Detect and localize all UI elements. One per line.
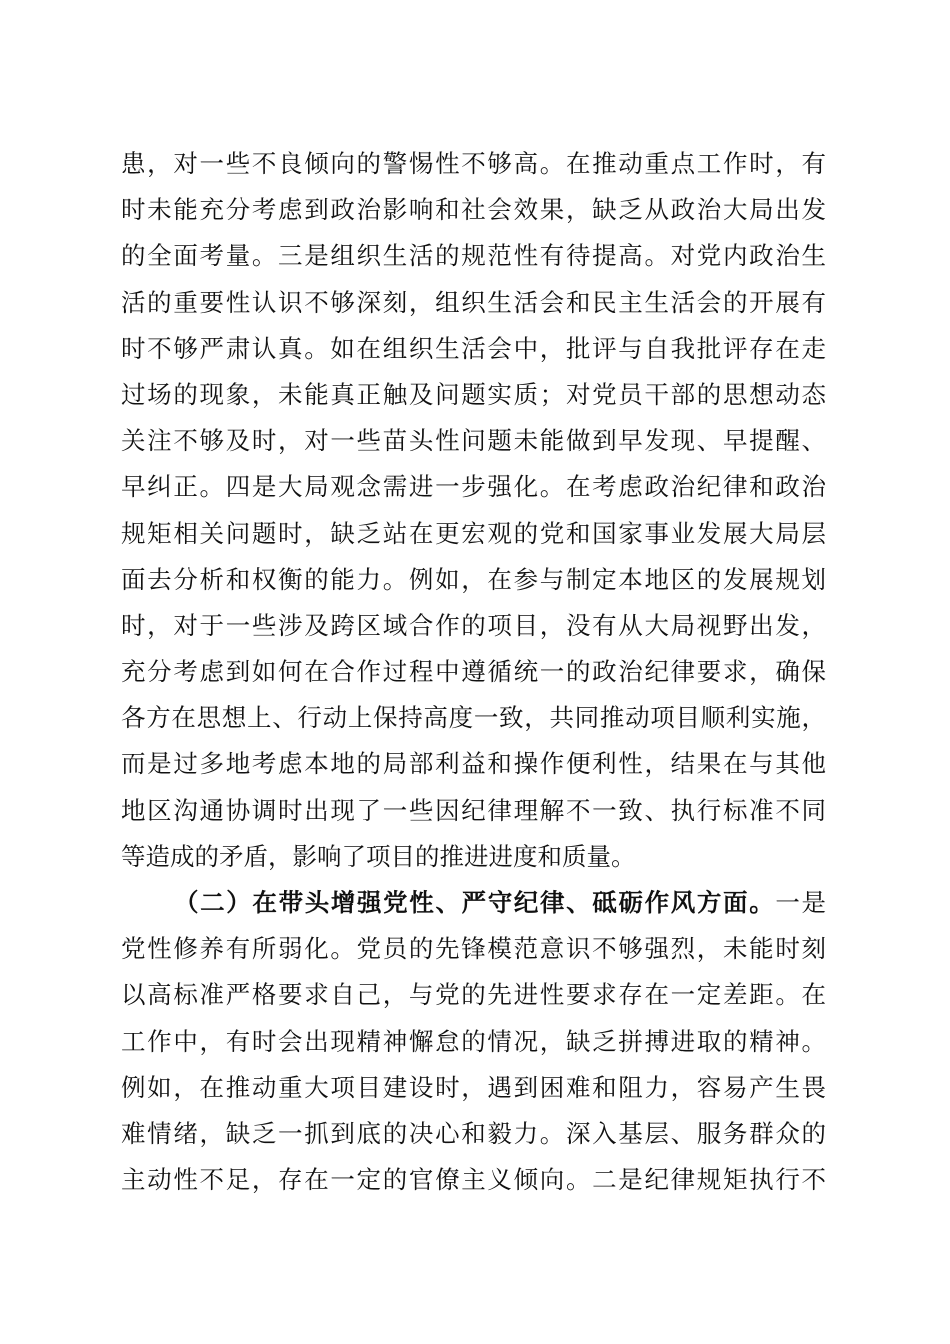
paragraph-line: 例如，在推动重大项目建设时，遇到困难和阻力，容易产生畏: [121, 1072, 826, 1102]
paragraph-line: 时，对于一些涉及跨区域合作的项目，没有从大局视野出发，: [121, 610, 826, 640]
paragraph-line: 面去分析和权衡的能力。例如，在参与制定本地区的发展规划: [121, 564, 826, 594]
document-body: [121, 141, 826, 1203]
paragraph-line: 各方在思想上、行动上保持高度一致，共同推动项目顺利实施，: [121, 703, 826, 733]
section-heading: （二）在带头增强党性、严守纪律、砥砺作风方面。: [174, 888, 776, 917]
paragraph-line: 患，对一些不良倾向的警惕性不够高。在推动重点工作时，有: [121, 149, 826, 178]
section-heading-tail: 一是: [775, 888, 826, 917]
paragraph-line: 的全面考量。三是组织生活的规范性有待提高。对党内政治生: [121, 241, 826, 271]
paragraph-line: 主动性不足，存在一定的官僚主义倾向。二是纪律规矩执行不: [121, 1165, 826, 1195]
paragraph-line: 活的重要性认识不够深刻，组织生活会和民主生活会的开展有: [121, 287, 826, 317]
paragraph-line: 以高标准严格要求自己，与党的先进性要求存在一定差距。在: [121, 980, 826, 1010]
paragraph-line: 地区沟通协调时出现了一些因纪律理解不一致、执行标准不同: [121, 795, 826, 825]
paragraph-line: 难情绪，缺乏一抓到底的决心和毅力。深入基层、服务群众的: [121, 1118, 826, 1148]
paragraph-line: 规矩相关问题时，缺乏站在更宏观的党和国家事业发展大局层: [121, 518, 826, 548]
paragraph-line: 关注不够及时，对一些苗头性问题未能做到早发现、早提醒、: [121, 426, 826, 456]
paragraph-line: 充分考虑到如何在合作过程中遵循统一的政治纪律要求，确保: [121, 657, 826, 687]
paragraph-line: 党性修养有所弱化。党员的先锋模范意识不够强烈，未能时刻: [121, 934, 826, 964]
paragraph-line: 时不够严肃认真。如在组织生活会中，批评与自我批评存在走: [121, 333, 826, 363]
paragraph-line: 工作中，有时会出现精神懈怠的情况，缺乏拼搏进取的精神。: [121, 1026, 826, 1056]
paragraph-line: 早纠正。四是大局观念需进一步强化。在考虑政治纪律和政治: [121, 472, 826, 502]
paragraph-line: 时未能充分考虑到政治影响和社会效果，缺乏从政治大局出发: [121, 195, 826, 225]
paragraph-line: 过场的现象，未能真正触及问题实质；对党员干部的思想动态: [121, 379, 826, 409]
paragraph-line: 而是过多地考虑本地的局部利益和操作便利性，结果在与其他: [121, 749, 826, 779]
section-heading-line: [121, 880, 826, 926]
paragraph-line: 等造成的矛盾，影响了项目的推进进度和质量。: [121, 841, 636, 871]
